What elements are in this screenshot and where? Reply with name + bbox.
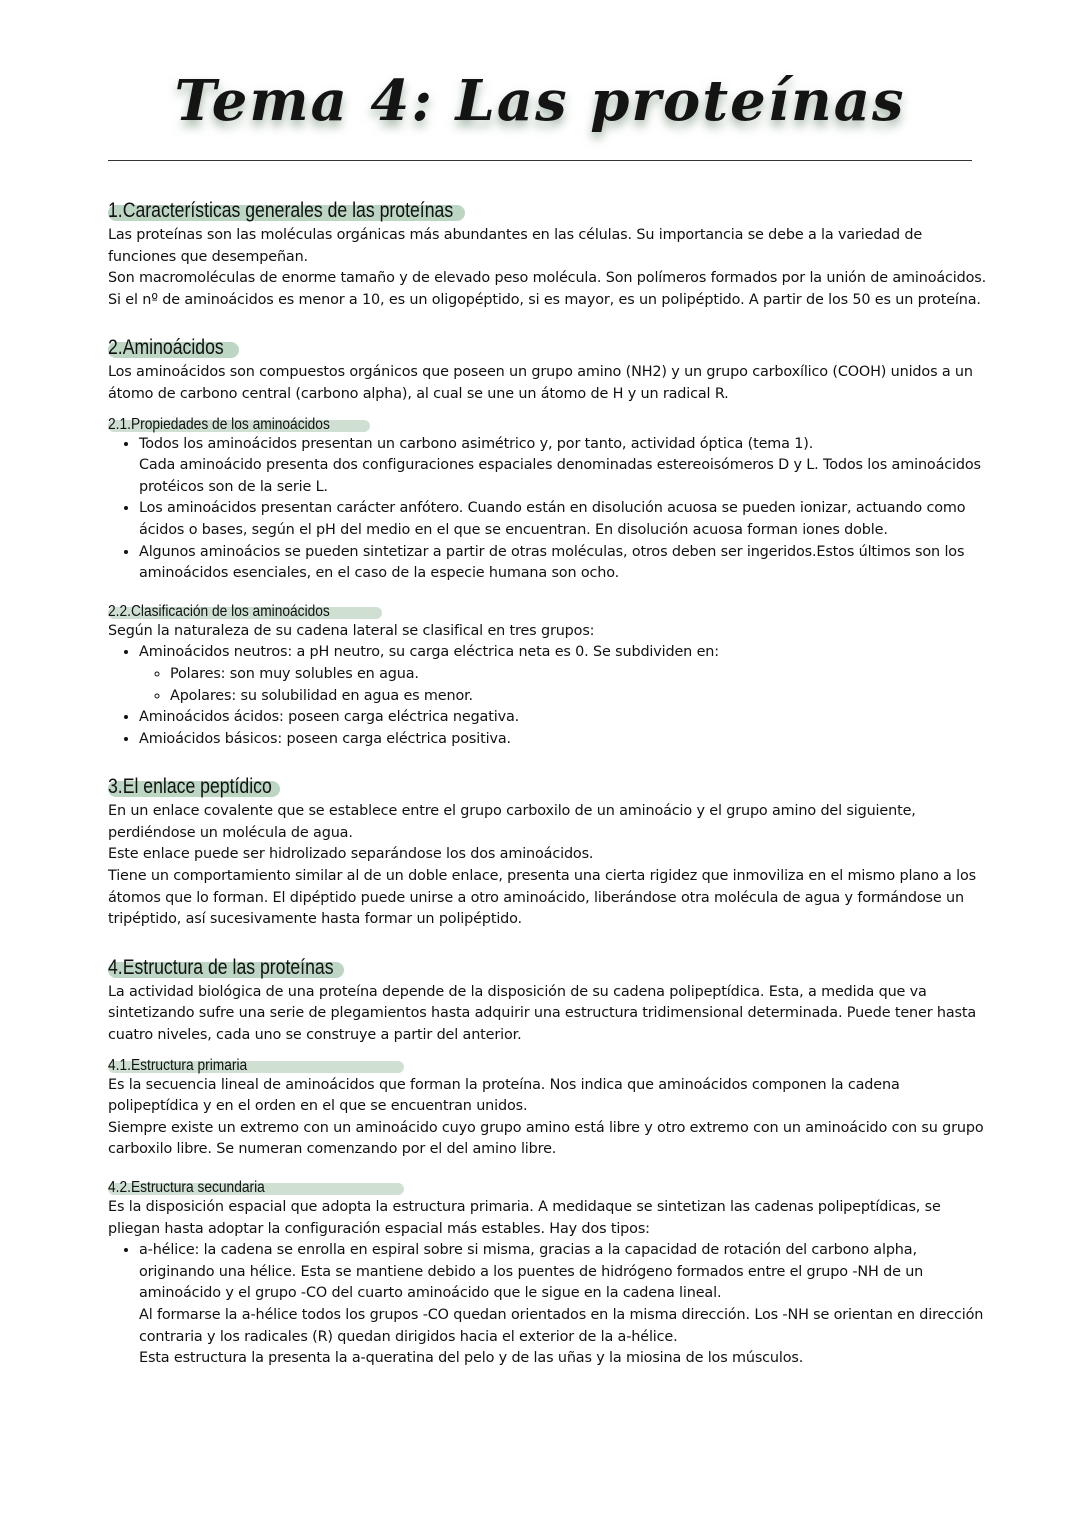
section-3-heading: 3.El enlace peptídico (108, 775, 272, 799)
section-3-heading-wrap (108, 774, 988, 801)
section-3-paragraph-3: Tiene un comportamiento similar al de un doble enlace, presenta una cierta rigidez que inmoviliza en el mismo plano a los átomos que lo forman. El dipéptido puede unirse a otro aminoácido, liberándose otra molécula de agua y formándose un tripéptido, así sucesivamente hasta formar un polipéptido. (108, 868, 976, 928)
title-divider (108, 160, 972, 161)
list-item (139, 434, 988, 499)
section-2-paragraph-1: Los aminoácidos son compuestos orgánicos que poseen un grupo amino (NH2) y un grupo carboxílico (COOH) unidos a un átomo de carbono central (carbono alpha), al cual se une un átomo de H y un radical R. (108, 364, 973, 402)
properties-list (108, 434, 988, 585)
section-1-heading-wrap (108, 198, 988, 225)
subsection-2-1-heading-wrap (108, 414, 988, 434)
document-body (108, 198, 988, 1370)
section-1-paragraph-2: Son macromoléculas de enorme tamaño y de elevado peso molécula. Son polímeros formados por la unión de aminoácidos. (108, 270, 987, 287)
subsection-4-1-paragraph-1: Es la secuencia lineal de aminoácidos que forman la proteína. Nos indica que aminoácidos componen la cadena polipeptídica y en el orden en el que se encuentran unidos. (108, 1076, 900, 1115)
list-item-text: Cada aminoácido presenta dos configuraciones espaciales denominadas estereoisómeros D y L. Todos los aminoácidos protéicos son de la serie L. (139, 457, 981, 495)
subsection-4-1-heading: 4.1.Estructura primaria (108, 1056, 248, 1074)
section-4-heading: 4.Estructura de las proteínas (108, 955, 334, 979)
list-item: • Amioácidos básicos: poseen carga eléctrica positiva. (139, 729, 988, 751)
list-item: ◦ Polares: son muy solubles en agua. (170, 664, 988, 686)
section-1-paragraph-1: Las proteínas son las moléculas orgánicas más abundantes en las células. Su importancia se debe a la variedad de funciones que desempeñan. (108, 227, 923, 265)
section-4-paragraph-1: La actividad biológica de una proteína depende de la disposición de su cadena polipeptídica. Esta, a medida que va sintetizando sufre una serie de plegamientos hasta adquirir una estructura tridimensional determinada. Puede tener hasta cuatro niveles, cada uno se construye a partir del anterior. (108, 983, 977, 1044)
list-item (139, 642, 988, 707)
subsection-4-1-heading-wrap (108, 1055, 988, 1075)
subsection-2-2-heading: 2.2.Clasificación de los aminoácidos (108, 602, 330, 620)
classification-intro: Según la naturaleza de su cadena lateral se clasifical en tres grupos: (108, 622, 595, 639)
secondary-structure-list (108, 1240, 988, 1370)
subsection-4-1-paragraph-2: Siempre existe un extremo con un aminoácido cuyo grupo amino está libre y otro extremo con un aminoácido con su grupo carboxilo libre. Se numeran comenzando por el del amino libre. (108, 1119, 984, 1158)
list-item: • Los aminoácidos presentan carácter anfótero. Cuando están en disolución acuosa se pueden ionizar, actuando como ácidos o bases, según el pH del medio en el que se encuentran. En disolución acuosa forman iones doble. (139, 498, 988, 541)
section-4-heading-wrap (108, 955, 988, 982)
list-item-text: Todos los aminoácidos presentan un carbono asimétrico y, por tanto, actividad óptica (tema 1). (139, 435, 814, 452)
subsection-2-2-heading-wrap (108, 601, 988, 621)
section-1-paragraph-3: Si el nº de aminoácidos es menor a 10, es un oligopéptido, si es mayor, es un polipéptido. A partir de los 50 es un proteína. (108, 291, 981, 308)
list-item: ◦ Apolares: su solubilidad en agua es menor. (170, 686, 988, 708)
subsection-2-1-heading: 2.1.Propiedades de los aminoácidos (108, 415, 330, 433)
classification-list (108, 642, 988, 750)
section-2-heading: 2.Aminoácidos (108, 336, 224, 360)
list-item-text: a-hélice: la cadena se enrolla en espiral sobre si misma, gracias a la capacidad de rotación del carbono alpha, originando una hélice. Esta se mantiene debido a los puentes de hidrógeno formados entre el grupo -NH de un aminoácido y el grupo -CO del cuarto aminoácido que le sigue en la cadena lineal. (139, 1242, 924, 1302)
list-item: • Aminoácidos ácidos: poseen carga eléctrica negativa. (139, 707, 988, 729)
list-item-text: Aminoácidos neutros: a pH neutro, su carga eléctrica neta es 0. Se subdividen en: (139, 644, 719, 661)
section-1-heading: 1.Características generales de las proteínas (108, 199, 454, 222)
section-3-paragraph-1: En un enlace covalente que se establece entre el grupo carboxilo de un aminoácio y el grupo amino del siguiente, perdiéndose un molécula de agua. (108, 803, 916, 841)
subsection-4-2-heading: 4.2.Estructura secundaria (108, 1179, 265, 1196)
subsection-4-2-heading-wrap (108, 1177, 988, 1197)
subsection-4-2-paragraph-1: Es la disposición espacial que adopta la estructura primaria. A medidaque se sintetizan las cadenas polipeptídicas, se pliegan hasta adoptar la configuración espacial más estables. Hay dos tipos: (108, 1199, 941, 1237)
list-item-text: Al formarse la a-hélice todos los grupos -CO quedan orientados en la misma dirección. Los -NH se orientan en dirección contraria y los radicales (R) quedan dirigidos hacia el exterior de la a-hélice. (139, 1306, 984, 1345)
list-item-text: Esta estructura la presenta la a-queratina del pelo y de las uñas y la miosina de los músculos. (139, 1350, 804, 1367)
section-3-paragraph-2: Este enlace puede ser hidrolizado separándose los dos aminoácidos. (108, 846, 594, 863)
neutral-subtypes-list (139, 664, 988, 707)
section-2-heading-wrap (108, 335, 988, 362)
list-item: • Algunos aminoácios se pueden sintetizar a partir de otras moléculas, otros deben ser ingeridos.Estos últimos son los aminoácidos esenciales, en el caso de la especie humana son ocho. (139, 542, 988, 585)
list-item (139, 1240, 988, 1370)
page-title: Tema 4: Las proteínas (174, 68, 906, 134)
